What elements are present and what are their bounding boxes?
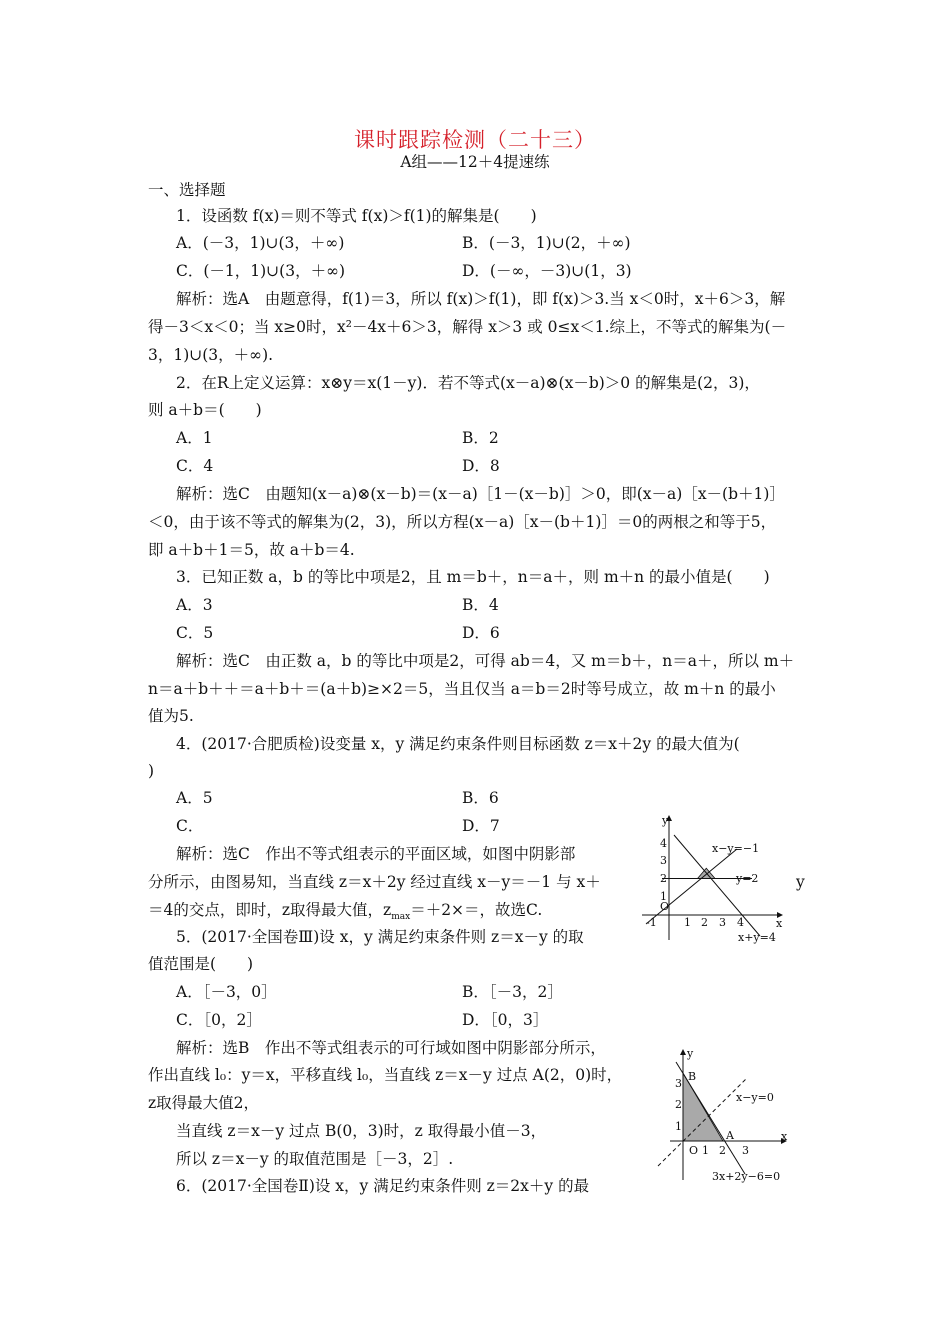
x-tick-label: 3 — [742, 1144, 749, 1157]
q2-stem: 则 a＋b＝( ) — [148, 401, 262, 419]
q4-option-c: C． — [176, 817, 204, 835]
x-tick-label: -1 — [646, 916, 657, 929]
q3-option-d: D．6 — [462, 624, 500, 642]
q5-solution-line: 所以 z＝x－y 的取值范围是［－3，2］. — [176, 1150, 454, 1168]
origin-label: O — [660, 900, 670, 913]
y-axis-label: y — [687, 1047, 694, 1060]
y-tick-label: 1 — [660, 890, 667, 903]
q2-option-b: B．2 — [462, 429, 499, 447]
point-label: B — [688, 1070, 697, 1083]
q2-option-c: C．4 — [176, 457, 214, 475]
y-tick-label: 2 — [675, 1098, 682, 1111]
stray-variable: y — [796, 873, 805, 891]
q1-stem: 1．设函数 f(x)＝则不等式 f(x)＞f(1)的解集是( ) — [176, 207, 537, 225]
q1-option-b: B．(－3，1)∪(2，＋∞) — [462, 234, 631, 252]
y-tick-label: 3 — [660, 854, 667, 867]
x-axis-label: x — [781, 1130, 788, 1143]
q1-solution-line: 得－3＜x＜0；当 x≥0时，x²－4x＋6＞3，解得 x＞3 或 0≤x＜1.综上，不等式的解集为(－ — [148, 318, 787, 336]
x-tick-label: 4 — [737, 916, 744, 929]
line-label: 3x+2y−6=0 — [712, 1170, 781, 1183]
q3-option-a: A．3 — [176, 596, 213, 614]
q5-solution-line: z取得最大值2， — [148, 1094, 260, 1112]
q1-option-c: C．(－1，1)∪(3，＋∞) — [176, 262, 346, 280]
x-tick-label: 1 — [684, 916, 691, 929]
q5-solution-line: 解析：选B 作出不等式组表示的可行域如图中阴影部分所示， — [176, 1039, 606, 1057]
q4-option-a: A．5 — [176, 789, 213, 807]
section-heading: 一、选择题 — [148, 181, 226, 199]
origin-label: O — [689, 1144, 699, 1157]
y-tick-label: 1 — [675, 1120, 682, 1133]
y-tick-label: 3 — [675, 1077, 682, 1090]
line-label: x−y=−1 — [712, 842, 760, 855]
q5-option-a: A．［－3，0］ — [176, 983, 277, 1001]
page-subtitle: A组——12＋4提速练 — [400, 153, 550, 171]
q4-region-figure — [632, 812, 792, 946]
q5-option-c: C．［0，2］ — [176, 1011, 262, 1029]
y-axis-label: y — [662, 814, 669, 827]
x-tick-label: 2 — [719, 1144, 726, 1157]
y-tick-label: 4 — [660, 837, 667, 850]
q4-option-b: B．6 — [462, 789, 499, 807]
x-tick-label: 3 — [719, 916, 726, 929]
line-label: y=2 — [736, 872, 759, 885]
q5-stem: 值范围是( ) — [148, 955, 254, 973]
q2-solution-line: 解析：选C 由题知(x－a)⊗(x－b)＝(x－a)［1－(x－b)］＞0，即(x－a)［x－(b＋1)］ — [176, 485, 785, 503]
q3-solution-line: n＝a＋b＋＋＝a＋b＋＝(a＋b)≥×2＝5，当且仅当 a＝b＝2时等号成立，故 m＋n 的最小 — [148, 680, 776, 698]
point-label: A — [726, 1129, 734, 1142]
q4-solution-line: ＝4的交点，即时，z取得最大值，$z_{max}=+2\times=$，故选C. — [148, 901, 543, 923]
q3-option-b: B．4 — [462, 596, 499, 614]
q1-option-a: A．(－3，1)∪(3，＋∞) — [176, 234, 345, 252]
q5-region-figure — [652, 1046, 794, 1188]
q2-solution-line: ＜0，由于该不等式的解集为(2，3)，所以方程(x－a)［x－(b＋1)］＝0的两根之和等于5， — [148, 513, 777, 531]
q4-stem: 4．(2017·合肥质检)设变量 x，y 满足约束条件则目标函数 z＝x＋2y 的最大值为( — [176, 735, 740, 753]
q2-stem: 2．在R上定义运算：x⊗y＝x(1－y)．若不等式(x－a)⊗(x－b)＞0 的解集是(2，3)， — [176, 374, 760, 392]
line-label: x−y=0 — [736, 1091, 774, 1104]
y-tick-label: 2 — [660, 872, 667, 885]
q4-option-d: D．7 — [462, 817, 500, 835]
line-label: x+y=4 — [738, 931, 776, 944]
q5-solution-line: 当直线 z＝x－y 过点 B(0，3)时，z 取得最小值－3， — [176, 1122, 547, 1140]
q1-solution-line: 解析：选A 由题意得，f(1)＝3，所以 f(x)＞f(1)，即 f(x)＞3.当 x＜0时，x＋6＞3，解 — [176, 290, 786, 308]
q6-stem: 6．(2017·全国卷Ⅱ)设 x，y 满足约束条件则 z＝2x＋y 的最 — [176, 1177, 590, 1195]
q2-option-a: A．1 — [176, 429, 213, 447]
q4-solution-line: 分所示，由图易知，当直线 z＝x＋2y 经过直线 x－y＝－1 与 x＋ — [148, 873, 601, 891]
x-axis-label: x — [776, 917, 783, 930]
x-tick-label: 2 — [701, 916, 708, 929]
q5-option-d: D．［0，3］ — [462, 1011, 549, 1029]
page-title: 课时跟踪检测（二十三） — [354, 128, 596, 152]
q3-stem: 3．已知正数 a，b 的等比中项是2，且 m＝b＋，n＝a＋，则 m＋n 的最小值是( ) — [176, 568, 770, 586]
q4-solution-line: 解析：选C 作出不等式组表示的平面区域，如图中阴影部 — [176, 845, 576, 863]
q2-solution-line: 即 a＋b＋1＝5，故 a＋b＝4. — [148, 541, 355, 559]
q5-option-b: B．［－3，2］ — [462, 983, 563, 1001]
q5-solution-line: 作出直线 l₀：y＝x，平移直线 l₀，当直线 z＝x－y 过点 A(2，0)时， — [148, 1066, 623, 1084]
x-tick-label: 1 — [702, 1144, 709, 1157]
q3-option-c: C．5 — [176, 624, 214, 642]
q1-option-d: D．(－∞，－3)∪(1，3) — [462, 262, 632, 280]
q2-option-d: D．8 — [462, 457, 500, 475]
q3-solution-line: 值为5. — [148, 707, 194, 725]
q5-stem: 5．(2017·全国卷Ⅲ)设 x，y 满足约束条件则 z＝x－y 的取 — [176, 928, 584, 946]
q4-stem: ) — [148, 762, 155, 780]
q1-solution-line: 3，1)∪(3，＋∞). — [148, 346, 274, 364]
q3-solution-line: 解析：选C 由正数 a，b 的等比中项是2，可得 ab＝4，又 m＝b＋，n＝a＋，所以 m＋ — [176, 652, 795, 670]
